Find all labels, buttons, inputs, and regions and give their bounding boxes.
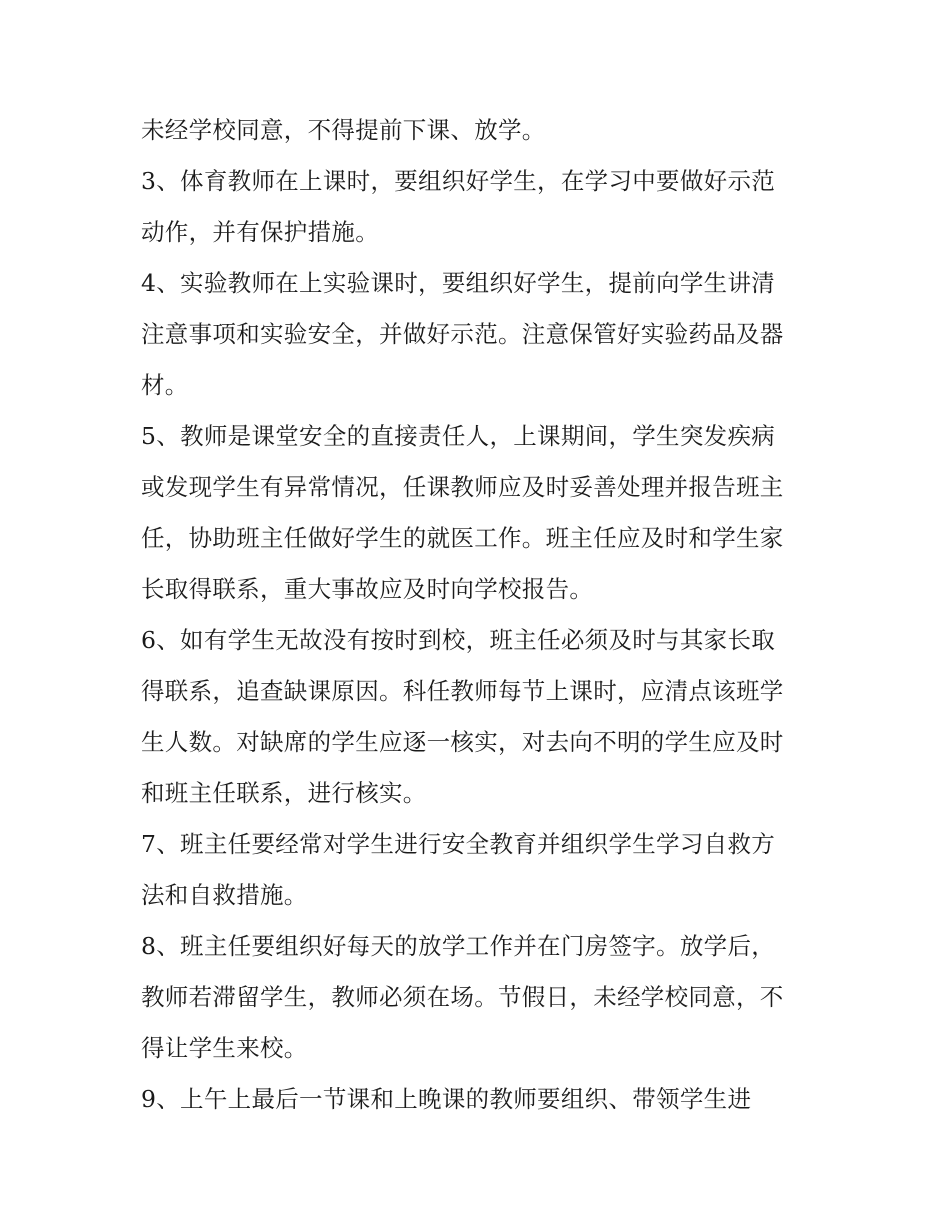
text-line: 未经学校同意，不得提前下课、放学。 <box>141 116 546 144</box>
text-line: 得让学生来校。 <box>141 1034 308 1062</box>
text-line: 注意事项和实验安全，并做好示范。注意保管好实验药品及器 <box>141 320 784 348</box>
text-line: 5、教师是课堂安全的直接责任人，上课期间，学生突发疾病 <box>141 422 776 450</box>
text-line: 任，协助班主任做好学生的就医工作。班主任应及时和学生家 <box>141 524 784 552</box>
text-line: 长取得联系，重大事故应及时向学校报告。 <box>141 575 594 603</box>
text-line: 得联系，追查缺课原因。科任教师每节上课时，应清点该班学 <box>141 677 784 705</box>
text-line: 生人数。对缺席的学生应逐一核实，对去向不明的学生应及时 <box>141 728 784 756</box>
text-line: 或发现学生有异常情况，任课教师应及时妥善处理并报告班主 <box>141 473 784 501</box>
document-body <box>141 105 821 1125</box>
text-line: 4、实验教师在上实验课时，要组织好学生，提前向学生讲清 <box>141 269 776 297</box>
text-line: 教师若滞留学生，教师必须在场。节假日，未经学校同意，不 <box>141 983 784 1011</box>
text-line: 7、班主任要经常对学生进行安全教育并组织学生学习自救方 <box>141 830 776 858</box>
text-line: 6、如有学生无故没有按时到校，班主任必须及时与其家长取 <box>141 626 776 654</box>
text-line: 9、上午上最后一节课和上晚课的教师要组织、带领学生进 <box>141 1085 752 1113</box>
text-line: 法和自救措施。 <box>141 881 308 909</box>
text-line: 8、班主任要组织好每天的放学工作并在门房签字。放学后， <box>141 932 776 960</box>
text-line: 3、体育教师在上课时，要组织好学生，在学习中要做好示范 <box>141 167 776 195</box>
text-line: 和班主任联系，进行核实。 <box>141 779 427 807</box>
text-line: 材。 <box>141 371 189 399</box>
text-line: 动作，并有保护措施。 <box>141 218 379 246</box>
